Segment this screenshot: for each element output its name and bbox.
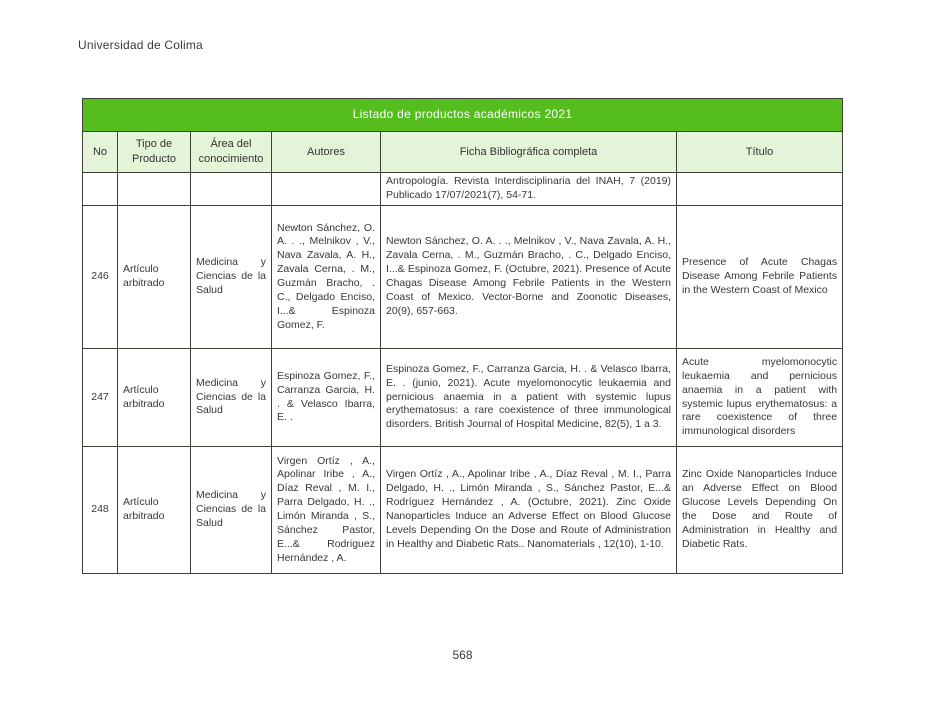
column-header-ficha: Ficha Bibliográfica completa (381, 132, 677, 173)
cell-titulo: Presence of Acute Chagas Disease Among Febrile Patients in the Western Coast of Mexico (677, 206, 843, 349)
cell-ficha: Espinoza Gomez, F., Carranza Garcia, H. . & Velasco Ibarra, E. . (junio, 2021). Acute myelomonocytic leukaemia and pernicious anaemia in a patient with systemic lupus erythematosus: a rare coexistence of three immunological disorders. British Journal of Hospital Medicine, 82(5), 1 a 3. (381, 349, 677, 447)
institution-header: Universidad de Colima (78, 38, 203, 52)
column-header-autores: Autores (272, 132, 381, 173)
cell-titulo: Acute myelomonocytic leukaemia and pernicious anaemia in a patient with systemic lupus erythematosus: a rare coexistence of three immunological disorders (677, 349, 843, 447)
cell-ficha: Virgen Ortíz , A., Apolinar Iribe , A., Díaz Reval , M. I., Parra Delgado, H. ., Limón Miranda , S., Sánchez Pastor, E...& Rodríguez Hernández , A. (Octubre, 2021). Zinc Oxide Nanoparticles Induce an Adverse Effect on Blood Glucose Levels Depending On the Dose and Route of Administration in Healthy and Diabetic Rats.. Nanomaterials , 12(10), 1-10. (381, 447, 677, 574)
cell-no: 246 (83, 206, 118, 349)
cell-area: Medicina y Ciencias de la Salud (191, 206, 272, 349)
table-row (83, 349, 843, 447)
column-header-area: Área del conocimiento (191, 132, 272, 173)
cell-no: 248 (83, 447, 118, 574)
table-header-row (83, 132, 843, 173)
cell-autores: Newton Sánchez, O. A. . ., Melnikov , V., Nava Zavala, A. H., Zavala Cerna, . M., Guzmán Bracho, . C., Delgado Enciso, I...& Espinoza Gomez, F. (272, 206, 381, 349)
cell-no (83, 173, 118, 206)
table-title: Listado de productos académicos 2021 (83, 99, 843, 132)
cell-area: Medicina y Ciencias de la Salud (191, 349, 272, 447)
cell-titulo (677, 173, 843, 206)
cell-tipo: Artículo arbitrado (118, 447, 191, 574)
cell-tipo: Artículo arbitrado (118, 349, 191, 447)
cell-tipo: Artículo arbitrado (118, 206, 191, 349)
table-row (83, 206, 843, 349)
cell-tipo (118, 173, 191, 206)
cell-autores: Espinoza Gomez, F., Carranza Garcia, H. . & Velasco Ibarra, E. . (272, 349, 381, 447)
column-header-no: No (83, 132, 118, 173)
academic-products-table (82, 98, 843, 574)
cell-ficha: Antropología. Revista Interdisciplinaria del INAH, 7 (2019) Publicado 17/07/2021(7), 54-71. (381, 173, 677, 206)
cell-area: Medicina y Ciencias de la Salud (191, 447, 272, 574)
cell-autores (272, 173, 381, 206)
table-row (83, 447, 843, 574)
cell-titulo: Zinc Oxide Nanoparticles Induce an Adverse Effect on Blood Glucose Levels Depending On the Dose and Route of Administration in Healthy and Diabetic Rats. (677, 447, 843, 574)
table-row-continuation (83, 173, 843, 206)
page-number: 568 (452, 648, 473, 662)
column-header-titulo: Título (677, 132, 843, 173)
cell-autores: Virgen Ortíz , A., Apolinar Iribe , A., Díaz Reval , M. I., Parra Delgado, H. ., Limón Miranda , S., Sánchez Pastor, E...& Rodriguez Hernández , A. (272, 447, 381, 574)
cell-ficha: Newton Sánchez, O. A. . ., Melnikov , V., Nava Zavala, A. H., Zavala Cerna, . M., Guzmán Bracho, . C., Delgado Enciso, I...& Espinoza Gomez, F. (Octubre, 2021). Presence of Acute Chagas Disease Among Febrile Patients in the Western Coast of Mexico. Vector-Borne and Zoonotic Diseases, 20(9), 657-663. (381, 206, 677, 349)
cell-area (191, 173, 272, 206)
column-header-tipo: Tipo de Producto (118, 132, 191, 173)
cell-no: 247 (83, 349, 118, 447)
table-title-row (83, 99, 843, 132)
